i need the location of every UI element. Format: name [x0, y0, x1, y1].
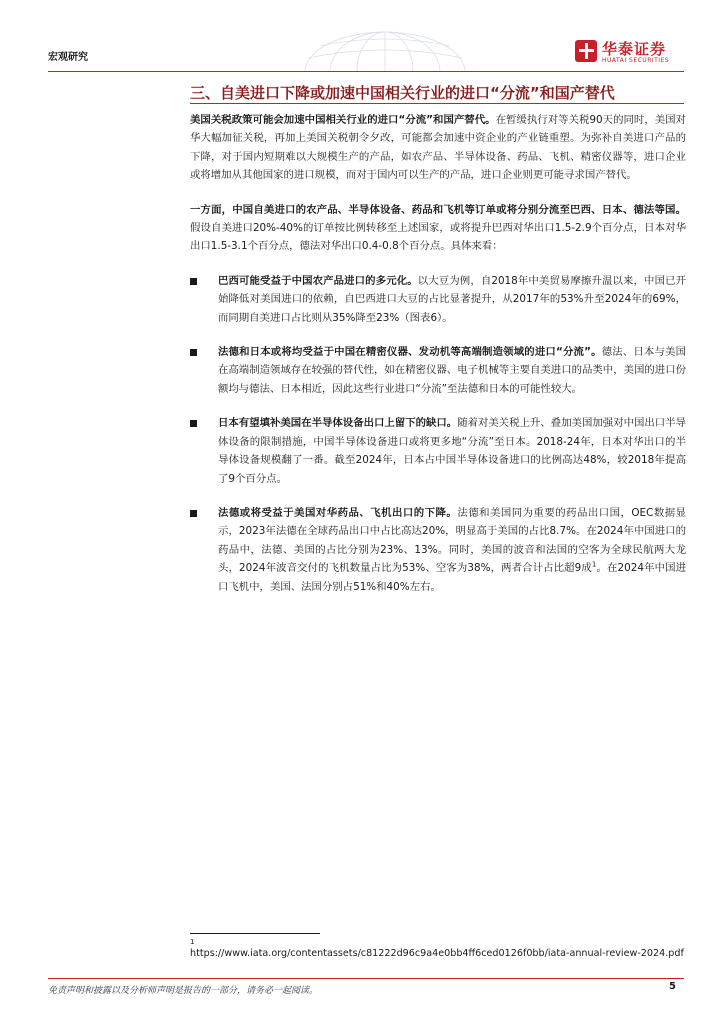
footer-divider [48, 978, 684, 979]
paragraph-lead: 一方面，中国自美进口的农产品、半导体设备、药品和飞机等订单或将分别分流至巴西、日本、德法等国。 [190, 203, 686, 216]
paragraph-lead: 美国关税政策可能会加速中国相关行业的进口“分流”和国产替代。 [190, 114, 496, 126]
bullet-text: 以大豆为例，自2018年中美贸易摩擦升温以来，中国已开始降低对美国进口的依赖，自巴西进口大豆的占比显著提升，从2017年的53%升至2024年的69%，而同期自美进口占比则从35%降至23%（图表6）。 [218, 274, 686, 324]
bullet-lead: 法德或将受益于美国对华药品、飞机出口的下降。 [218, 506, 458, 519]
footnote-reference[interactable]: 1 [591, 560, 597, 569]
logo-text-cn: 华泰证券 [602, 40, 667, 58]
footer-disclaimer: 免责声明和披露以及分析师声明是报告的一部分，请务必一起阅读。 [48, 986, 319, 996]
bullet-text: 法德和美国同为重要的药品出口国，OEC数据显示，2023年法德在全球药品出口中占比高达20%，明显高于美国的占比8.7%。在2024年中国进口的药品中，法德、美国的占比分别为23%、13%。同时，美国的波音和法国的空客为全球民航两大龙头，2024年波音交付的飞机数量占比为53%、空客为38%，两者合计占比超9成 [218, 506, 687, 575]
report-body [190, 111, 686, 612]
bullet-text: 随着对美关税上升、叠加美国加强对中国出口半导体设备的限制措施，中国半导体设备进口或将更多地“分流”至日本。2018-24年，日本对华出口的半导体设备规模翻了一番。截至2024年，日本占中国半导体设备进口的比例高达48%，较2018年提高了9个百分点。 [218, 417, 686, 485]
bullet-lead: 法德和日本或将均受益于中国在精密仪器、发动机等高端制造领域的进口“分流”。 [218, 346, 602, 359]
paragraph-text: 假设自美进口20%-40%的订单按比例转移至上述国家，或将提升巴西对华出口1.5-2.9个百分点，日本对华出口1.5-3.1个百分点，德法对华出口0.4-0.8个百分点。具体来看： [190, 222, 686, 253]
bullet-japan-semiconductor [190, 414, 686, 488]
paragraph-diversion [190, 201, 686, 256]
section-title: 三、自美进口下降或加速中国相关行业的进口“分流”和国产替代 [190, 84, 615, 102]
bullet-square-icon [190, 510, 197, 517]
header-divider [48, 71, 684, 72]
bullet-lead: 巴西可能受益于中国农产品进口的多元化。 [218, 274, 418, 287]
logo-text-en: HUATAI SECURITIES [602, 57, 670, 64]
bullet-text: 德法、日本与美国在高端制造领域存在较强的替代性，如在精密仪器、电子机械等主要自美进口的品类中，美国的进口份额均与德法、日本相近，因此这些行业进口“分流”至法德和日本的可能性较大。 [218, 346, 687, 395]
bullet-lead: 日本有望填补美国在半导体设备出口上留下的缺口。 [218, 417, 458, 430]
bullet-square-icon [190, 278, 197, 285]
paragraph-text: 在暂缓执行对等关税90天的同时，美国对华大幅加征关税，再加上美国关税朝令夕改，可能都会加速中资企业的产业链重塑。为弥补自美进口产品的下降，对于国内短期难以大规模生产的产品，如农产品、半导体设备、药品、飞机、精密仪器等，进口企业或将增加从其他国家的进口规模，而对于国内可以生产的产品，进口企业则更可能寻求国产替代。 [190, 114, 686, 182]
footnote [190, 937, 686, 960]
huatai-logo [575, 38, 685, 68]
bullet-germany-japan [190, 343, 686, 398]
report-category: 宏观研究 [48, 52, 88, 63]
page-number: 5 [669, 981, 676, 992]
bullet-square-icon [190, 349, 197, 356]
paragraph-intro [190, 111, 686, 185]
bullet-text-continued: 。在2024年中国进口飞机中，美国、法国分别占51%和40%左右。 [218, 562, 686, 593]
footnote-number: 1 [190, 938, 195, 946]
globe-watermark-icon [300, 28, 470, 72]
bullet-france-germany-pharma-aircraft [190, 504, 686, 596]
footnote-link[interactable]: https://www.iata.org/contentassets/c81222d96c9a4e0bb4ff6ced0126f0bb/iata-annual-review-2024.pdf [190, 948, 684, 959]
footnote-divider [190, 933, 320, 934]
huatai-logo-mark-icon [575, 40, 597, 62]
bullet-square-icon [190, 420, 197, 427]
section-title-underline [190, 103, 684, 104]
bullet-brazil [190, 272, 686, 327]
